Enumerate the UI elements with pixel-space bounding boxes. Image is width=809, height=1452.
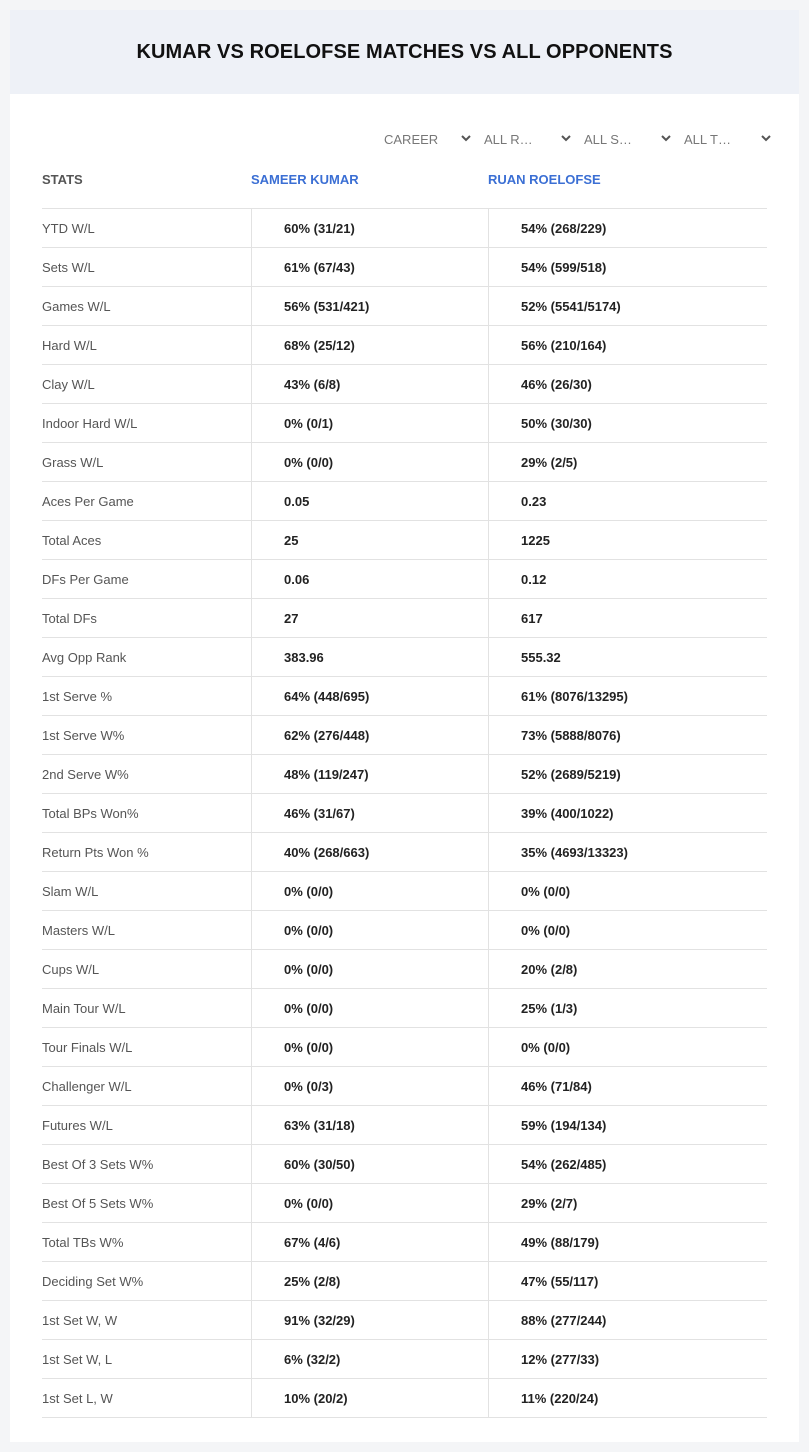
table-row bbox=[42, 482, 767, 521]
stat-label: 1st Set W, W bbox=[42, 1312, 118, 1328]
table-row bbox=[42, 443, 767, 482]
table-row bbox=[42, 326, 767, 365]
stat-label: Return Pts Won % bbox=[42, 844, 149, 860]
filter-tournament[interactable] bbox=[680, 128, 780, 150]
stat-label: Hard W/L bbox=[42, 337, 97, 353]
stat-label: Tour Finals W/L bbox=[42, 1039, 133, 1055]
stat-value-player1: 25 bbox=[251, 521, 488, 559]
stat-value-player2: 50% (30/30) bbox=[488, 404, 767, 442]
stat-label: Best Of 5 Sets W% bbox=[42, 1195, 154, 1211]
table-row bbox=[42, 1028, 767, 1067]
stat-value-player1: 56% (531/421) bbox=[251, 287, 488, 325]
stat-value-player2: 61% (8076/13295) bbox=[488, 677, 767, 715]
table-row bbox=[42, 560, 767, 599]
stat-label: 1st Set W, L bbox=[42, 1351, 113, 1367]
stat-value-player1: 43% (6/8) bbox=[251, 365, 488, 403]
stat-label: Main Tour W/L bbox=[42, 1000, 126, 1016]
stat-value-player1: 64% (448/695) bbox=[251, 677, 488, 715]
stat-label: Masters W/L bbox=[42, 922, 115, 938]
table-row bbox=[42, 755, 767, 794]
table-row bbox=[42, 287, 767, 326]
stat-value-player1: 0.05 bbox=[251, 482, 488, 520]
filter-period[interactable] bbox=[380, 128, 480, 150]
stat-label: Best Of 3 Sets W% bbox=[42, 1156, 154, 1172]
stat-label: Total Aces bbox=[42, 532, 102, 548]
stat-label: Futures W/L bbox=[42, 1117, 113, 1133]
table-row bbox=[42, 1145, 767, 1184]
table-row bbox=[42, 521, 767, 560]
stat-value-player2: 25% (1/3) bbox=[488, 989, 767, 1027]
stat-value-player1: 27 bbox=[251, 599, 488, 637]
stat-value-player2: 0.23 bbox=[488, 482, 767, 520]
table-row bbox=[42, 989, 767, 1028]
column-header-player1[interactable]: SAMEER KUMAR bbox=[251, 172, 359, 187]
table-row bbox=[42, 1340, 767, 1379]
table-row bbox=[42, 1379, 767, 1418]
column-header-stats: STATS bbox=[42, 172, 83, 187]
stat-value-player1: 61% (67/43) bbox=[251, 248, 488, 286]
stat-value-player2: 49% (88/179) bbox=[488, 1223, 767, 1261]
stat-value-player1: 91% (32/29) bbox=[251, 1301, 488, 1339]
stat-value-player2: 54% (268/229) bbox=[488, 209, 767, 247]
stat-value-player2: 54% (262/485) bbox=[488, 1145, 767, 1183]
stat-value-player1: 48% (119/247) bbox=[251, 755, 488, 793]
chevron-down-icon bbox=[560, 132, 572, 144]
stat-label: Slam W/L bbox=[42, 883, 99, 899]
stat-value-player2: 47% (55/117) bbox=[488, 1262, 767, 1300]
filter-round-label: ALL R… bbox=[484, 131, 533, 147]
stat-value-player1: 383.96 bbox=[251, 638, 488, 676]
stat-value-player1: 0% (0/0) bbox=[251, 1184, 488, 1222]
stat-value-player2: 52% (2689/5219) bbox=[488, 755, 767, 793]
stat-label: Total TBs W% bbox=[42, 1234, 124, 1250]
chevron-down-icon bbox=[660, 132, 672, 144]
filter-surface-label: ALL S… bbox=[584, 131, 632, 147]
stat-label: Total BPs Won% bbox=[42, 805, 139, 821]
table-row bbox=[42, 599, 767, 638]
table-row bbox=[42, 638, 767, 677]
stat-value-player2: 0.12 bbox=[488, 560, 767, 598]
page-header bbox=[10, 10, 799, 94]
stat-value-player2: 0% (0/0) bbox=[488, 911, 767, 949]
stat-label: Cups W/L bbox=[42, 961, 100, 977]
stat-value-player1: 0% (0/1) bbox=[251, 404, 488, 442]
stat-label: Sets W/L bbox=[42, 259, 95, 275]
filter-tournament-label: ALL T… bbox=[684, 131, 731, 147]
table-row bbox=[42, 1067, 767, 1106]
stat-value-player1: 63% (31/18) bbox=[251, 1106, 488, 1144]
stat-value-player2: 29% (2/7) bbox=[488, 1184, 767, 1222]
stat-value-player1: 0% (0/0) bbox=[251, 989, 488, 1027]
stat-value-player2: 11% (220/24) bbox=[488, 1379, 767, 1417]
table-row bbox=[42, 248, 767, 287]
stat-value-player2: 39% (400/1022) bbox=[488, 794, 767, 832]
stat-value-player1: 62% (276/448) bbox=[251, 716, 488, 754]
stat-value-player2: 0% (0/0) bbox=[488, 872, 767, 910]
stat-value-player1: 0% (0/0) bbox=[251, 911, 488, 949]
stat-value-player2: 46% (71/84) bbox=[488, 1067, 767, 1105]
stat-value-player2: 20% (2/8) bbox=[488, 950, 767, 988]
table-row bbox=[42, 794, 767, 833]
stat-value-player2: 54% (599/518) bbox=[488, 248, 767, 286]
stat-value-player2: 56% (210/164) bbox=[488, 326, 767, 364]
table-row bbox=[42, 1301, 767, 1340]
filter-bar bbox=[380, 128, 780, 150]
stat-label: Avg Opp Rank bbox=[42, 649, 127, 665]
table-row bbox=[42, 1223, 767, 1262]
stat-value-player2: 555.32 bbox=[488, 638, 767, 676]
stat-label: Aces Per Game bbox=[42, 493, 134, 509]
stat-label: Indoor Hard W/L bbox=[42, 415, 138, 431]
stat-value-player1: 0% (0/0) bbox=[251, 872, 488, 910]
table-row bbox=[42, 716, 767, 755]
filter-surface[interactable] bbox=[580, 128, 680, 150]
stat-value-player2: 46% (26/30) bbox=[488, 365, 767, 403]
stat-value-player2: 12% (277/33) bbox=[488, 1340, 767, 1378]
stats-card bbox=[10, 10, 799, 1442]
stat-value-player1: 25% (2/8) bbox=[251, 1262, 488, 1300]
stat-value-player2: 88% (277/244) bbox=[488, 1301, 767, 1339]
stat-value-player1: 40% (268/663) bbox=[251, 833, 488, 871]
stat-label: 2nd Serve W% bbox=[42, 766, 129, 782]
stat-value-player2: 617 bbox=[488, 599, 767, 637]
chevron-down-icon bbox=[460, 132, 472, 144]
stat-value-player2: 0% (0/0) bbox=[488, 1028, 767, 1066]
stat-label: Games W/L bbox=[42, 298, 111, 314]
stat-label: YTD W/L bbox=[42, 220, 95, 236]
stat-value-player2: 73% (5888/8076) bbox=[488, 716, 767, 754]
table-row bbox=[42, 1184, 767, 1223]
stat-value-player2: 1225 bbox=[488, 521, 767, 559]
stat-value-player1: 0% (0/0) bbox=[251, 1028, 488, 1066]
stat-label: 1st Set L, W bbox=[42, 1390, 113, 1406]
stat-label: 1st Serve % bbox=[42, 688, 113, 704]
table-row bbox=[42, 911, 767, 950]
filter-round[interactable] bbox=[480, 128, 580, 150]
stat-value-player2: 59% (194/134) bbox=[488, 1106, 767, 1144]
stat-label: Total DFs bbox=[42, 610, 97, 626]
stat-value-player1: 0% (0/3) bbox=[251, 1067, 488, 1105]
stat-label: Challenger W/L bbox=[42, 1078, 132, 1094]
page-title: KUMAR VS ROELOFSE MATCHES VS ALL OPPONENTS bbox=[136, 40, 673, 63]
stat-label: 1st Serve W% bbox=[42, 727, 125, 743]
stats-table bbox=[42, 208, 767, 1418]
stat-value-player1: 60% (31/21) bbox=[251, 209, 488, 247]
stat-value-player2: 35% (4693/13323) bbox=[488, 833, 767, 871]
stat-value-player1: 46% (31/67) bbox=[251, 794, 488, 832]
stat-value-player1: 6% (32/2) bbox=[251, 1340, 488, 1378]
stat-value-player2: 29% (2/5) bbox=[488, 443, 767, 481]
chevron-down-icon bbox=[760, 132, 772, 144]
table-row bbox=[42, 950, 767, 989]
table-row bbox=[42, 872, 767, 911]
stat-value-player1: 0% (0/0) bbox=[251, 443, 488, 481]
stat-value-player2: 52% (5541/5174) bbox=[488, 287, 767, 325]
stat-value-player1: 68% (25/12) bbox=[251, 326, 488, 364]
table-row bbox=[42, 209, 767, 248]
table-row bbox=[42, 677, 767, 716]
stat-value-player1: 10% (20/2) bbox=[251, 1379, 488, 1417]
stat-label: DFs Per Game bbox=[42, 571, 129, 587]
column-header-player2[interactable]: RUAN ROELOFSE bbox=[488, 172, 601, 187]
stat-value-player1: 67% (4/6) bbox=[251, 1223, 488, 1261]
stat-value-player1: 0% (0/0) bbox=[251, 950, 488, 988]
stat-value-player1: 60% (30/50) bbox=[251, 1145, 488, 1183]
table-row bbox=[42, 365, 767, 404]
filter-period-label: CAREER bbox=[384, 131, 439, 147]
table-row bbox=[42, 404, 767, 443]
table-row bbox=[42, 1106, 767, 1145]
stat-label: Grass W/L bbox=[42, 454, 104, 470]
table-row bbox=[42, 833, 767, 872]
stat-label: Deciding Set W% bbox=[42, 1273, 144, 1289]
stat-label: Clay W/L bbox=[42, 376, 95, 392]
table-row bbox=[42, 1262, 767, 1301]
stat-value-player1: 0.06 bbox=[251, 560, 488, 598]
